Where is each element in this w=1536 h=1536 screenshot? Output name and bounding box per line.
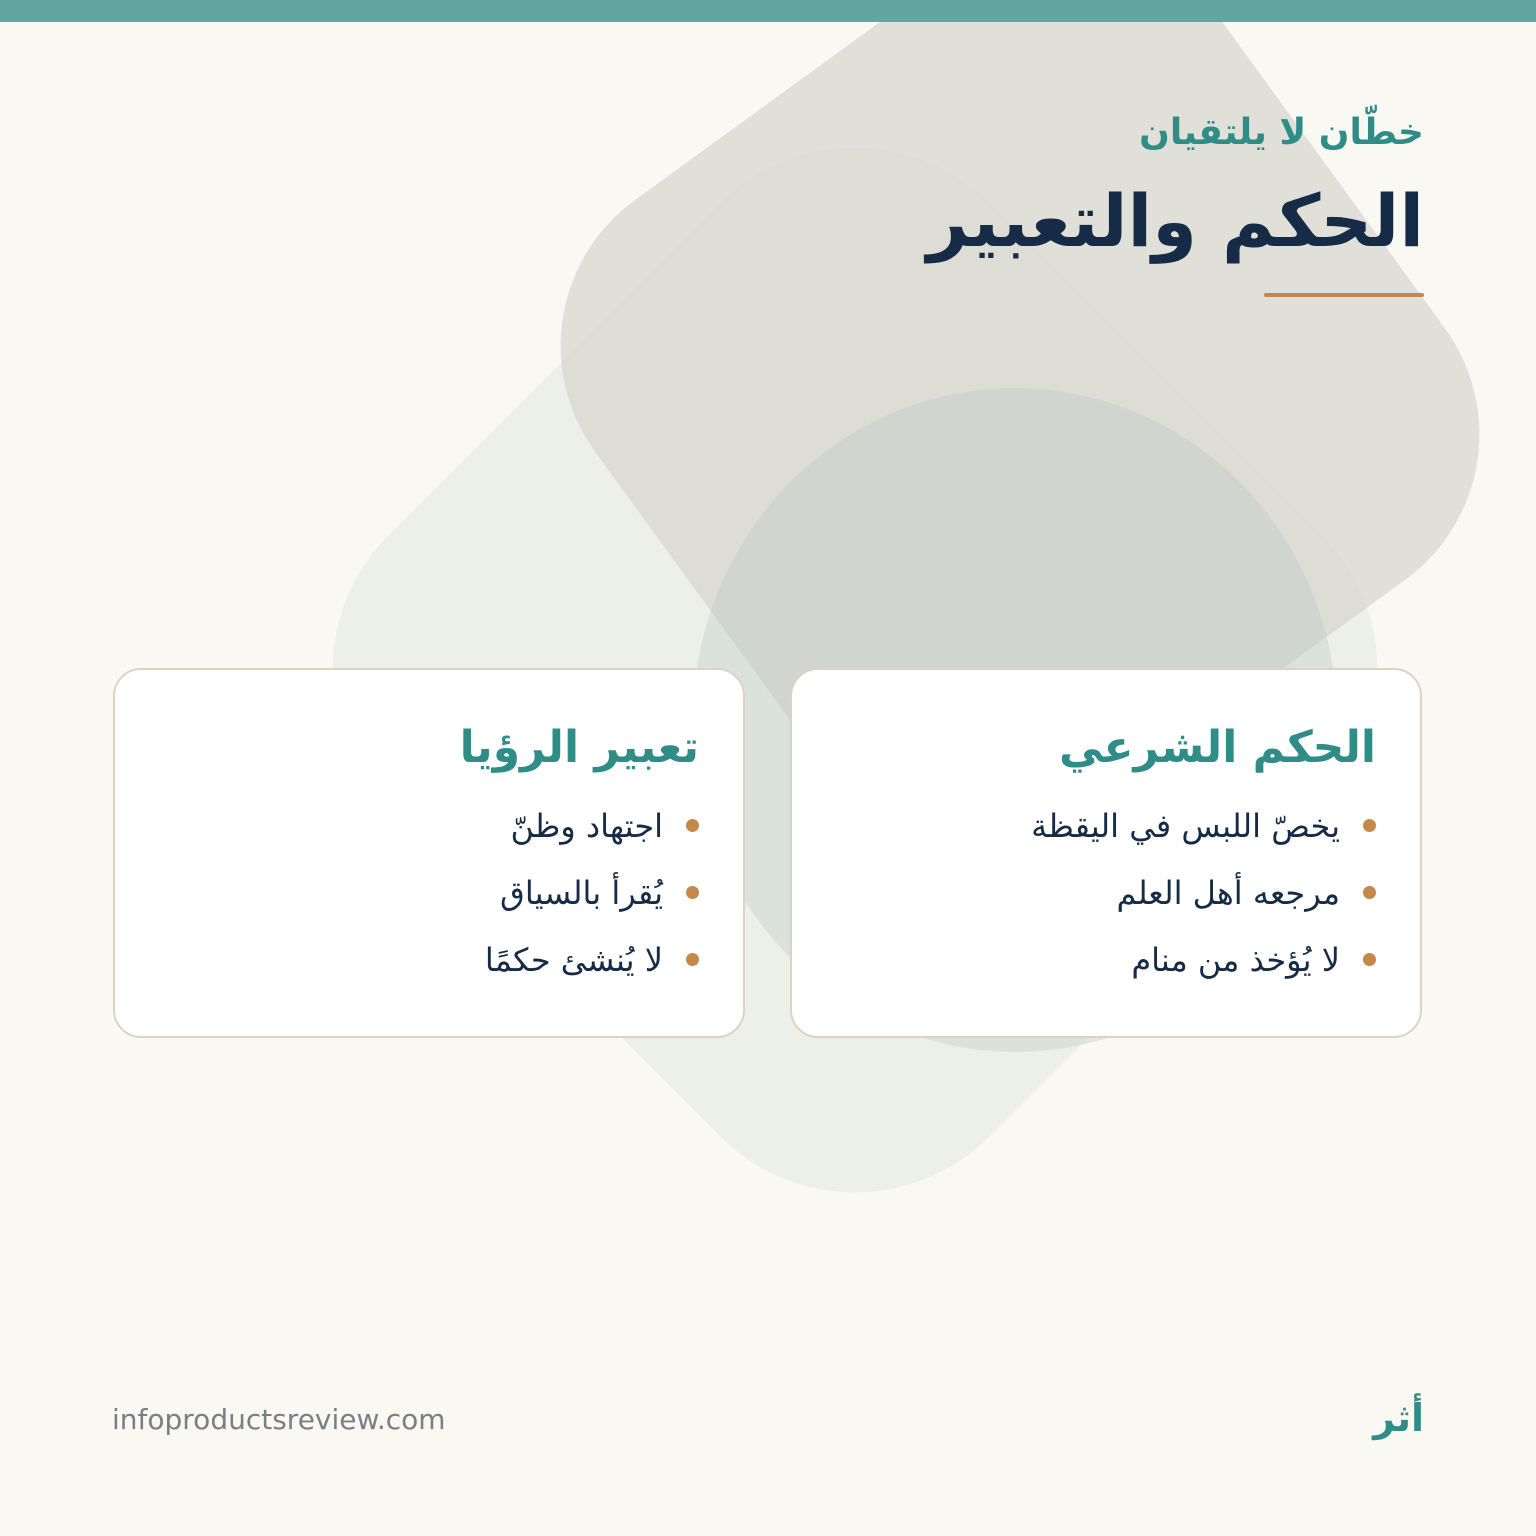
card-title: تعبير الرؤيا [459,722,699,773]
list-item [159,859,699,926]
list-item [836,859,1376,926]
bullet-dot-icon [1363,953,1376,966]
list-item [836,926,1376,993]
bullet-dot-icon [1363,819,1376,832]
bullet-dot-icon [686,819,699,832]
list-item [159,926,699,993]
footer-url: infoproductsreview.com [112,1403,446,1436]
list-item-text: يخصّ اللبس في اليقظة [1031,806,1340,845]
bullet-list [836,792,1376,993]
bullet-dot-icon [686,886,699,899]
top-accent-bar [0,0,1536,22]
header-kicker: خطّان لا يلتقيان [1139,112,1424,153]
bullet-dot-icon [1363,886,1376,899]
list-item [836,792,1376,859]
list-item-text: يُقرأ بالسياق [500,873,663,912]
card-title: الحكم الشرعي [1058,722,1376,773]
card-legal-ruling [790,668,1422,1038]
list-item [159,792,699,859]
brand-logo: أثر [1373,1396,1424,1440]
list-item-text: لا يُنشئ حكمًا [484,940,663,979]
card-dream-interpretation [113,668,745,1038]
header [724,108,1424,297]
title-underline [1264,293,1424,297]
bullet-dot-icon [686,953,699,966]
bullet-list [159,792,699,993]
list-item-text: مرجعه أهل العلم [1116,873,1340,912]
page-title: الحكم والتعبير [926,179,1424,263]
list-item-text: اجتهاد وظنّ [510,806,663,845]
list-item-text: لا يُؤخذ من منام [1131,940,1340,979]
